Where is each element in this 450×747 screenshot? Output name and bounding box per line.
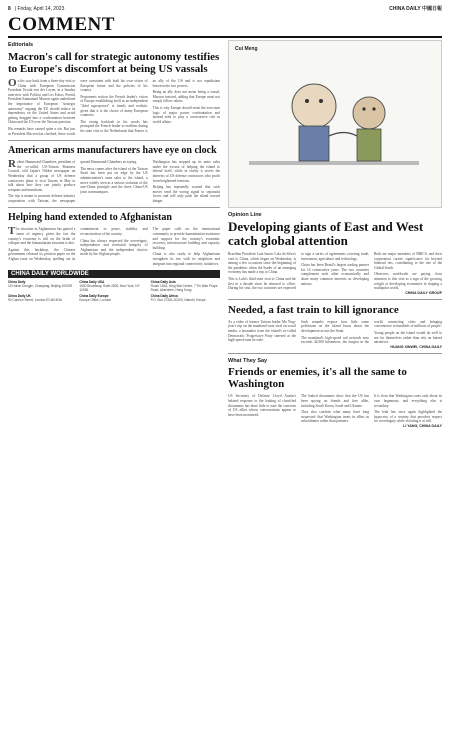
paragraph: As a video of former Taiwan leader Ma Ying-jeou's trip on the mainland went viral on social media, a lawmaker from the island's so-called Democratic Progressive Party sneered at the high-speed train he rode.: [228, 319, 296, 343]
what-they-say-label: What They Say: [228, 358, 268, 365]
paragraph: It is clear that Washington cares only about its own hegemony, and everything else is secondary.: [374, 394, 442, 408]
paragraph: The mainland's high-speed rail network now exceeds 42,000 kilometers, the longest in the world, connecting cities and bringing convenience to hundreds of millions of people.: [301, 319, 442, 345]
paragraph: Beijing has repeatedly warned that such moves send the wrong signal to separatist forces and will only push the island toward danger.: [152, 185, 220, 203]
issue-date: | Friday, April 14, 2023: [14, 5, 65, 12]
editorial-headline-arms: American arms manufacturers have eye on clock: [8, 145, 217, 157]
worldwide-banner: CHINA DAILY WORLDWIDE: [8, 270, 220, 278]
opinion-line-label: Opinion Line: [228, 212, 262, 218]
top-bar: [8, 4, 442, 13]
right-column: [228, 40, 442, 428]
editorial-body-macron: [8, 79, 220, 136]
paragraph: China has always respected the sovereignty, independence and territorial integrity of Afghanistan and the independent choices made by the Afghan people.: [80, 238, 148, 257]
divider: [8, 140, 220, 141]
section-masthead: COMMENT: [8, 14, 115, 35]
paragraph: US Secretary of Defense Lloyd Austin's belated response to the leaking of classified documents has done little to ease the concerns of US allies whose conversations appear to have been monitored.: [228, 394, 296, 417]
office-item: China Daily USA 1500 Broadway, Suite 2800, New York, NY 10036: [79, 280, 140, 293]
whatsay-headline: Friends or enemies, it's all the same to Washington: [228, 366, 407, 391]
page-number: 8: [8, 5, 11, 12]
paragraph: They also confirm what many have long suspected: that Washington treats its allies as subordinates rather than partners.: [301, 410, 369, 424]
office-item: China Daily Asia Room 1818, Hing Wai Centre, 7 Tin Wan Praya Road, Aberdeen, Hong Kong: [150, 280, 218, 293]
divider: [8, 207, 220, 208]
masthead-rule: [8, 36, 442, 38]
cartoonist-credit: Cui Meng: [235, 46, 258, 52]
whatsay-body: [228, 394, 442, 424]
paragraph: Observers worldwide are paying close attention to this visit as a sign of the growing weight of developing economies in shaping a multipolar world.: [374, 272, 442, 291]
opinion-body: [228, 252, 442, 291]
office-item: China Daily Europe Europe Office, London: [79, 294, 112, 303]
divider: [228, 353, 442, 354]
fasttrain-byline: HUANG XINWEI, CHINA DAILY: [390, 345, 442, 350]
paragraph: Robert Hammond-Chambers, president of the so-called US-Taiwan Business Council, told Japan's Nikkei newspaper on Wednesday that a group of US defense contractors plans to visit Taiwan in May to talk about how they can jointly produce weapons and munitions.: [8, 158, 76, 192]
opinion-headline: Developing giants of East and West catch global attention: [228, 219, 424, 248]
paragraph: China is also ready to help Afghanistan strengthen its ties with its neighbors and integrate into regional connectivity initiatives.: [152, 252, 220, 266]
paragraph: China has been Brazil's largest trading partner for 14 consecutive years. The two countries complement each other economically and share many common interests as developing nations.: [301, 263, 369, 286]
paragraph: Against this backdrop, the Chinese government released its position paper on the Afghan issue on Wednesday, spelling out its commitment to peace, stability and reconstruction of the country.: [8, 227, 148, 262]
paragraph: The leak has once again highlighted the hypocrisy of a country that preaches respect for sovereignty while violating it at will.: [374, 410, 442, 424]
paragraph: The paper calls on the international community to provide humanitarian assistance and support for the country's economic recovery, infrastructure building and capacity building.: [152, 227, 220, 250]
paper-name: CHINA DAILY 中國日報: [389, 6, 442, 12]
paragraph: Such remarks expose how little some politicians on the island know about the development across the Strait.: [301, 319, 369, 333]
paragraph: This is Lula's third state visit to China and the first in a decade since he returned to office. During his visit, the two countries are expected to sign a series of agreements covering trade, investment, agriculture and technology.: [228, 252, 369, 291]
office-item: China Daily 15 Huixin Dongjie, Chaoyang, Beijing 100029: [8, 280, 73, 289]
paragraph: His remarks have caused quite a stir. But just as President Macron has clarified, these words were consistent with both his own vision of European future and the policies of his country.: [8, 79, 148, 136]
paragraph: Proponents reckon the French leader's vision of Europe establishing itself as an independent "third superpower" is timely and realistic given that it is the choice of many European countries.: [80, 94, 148, 118]
paragraph: This is why Europe should resist the zero-sum logic of major power confrontation and instead seek to play a constructive role in world affairs.: [152, 105, 220, 124]
paragraph: The situation in Afghanistan has gained a sense of urgency given the fact the country's economy is still on the brink of collapse and the humanitarian situation is dire.: [8, 225, 76, 246]
opinion-byline: CHINA DAILY GROUP: [405, 290, 442, 295]
office-item: China Daily UK 90 Cannon Street, London EC4N 6HA: [8, 294, 62, 303]
editorial-body-afghanistan: [8, 227, 220, 266]
editorial-cartoon: [228, 40, 442, 208]
paragraph: Washington has stepped up its arms sales under the excuse of helping the island to defend itself, while in reality it serves the interests of US defense contractors who profit from heightened tensions.: [152, 160, 220, 183]
paragraph: The news comes after the island of the Taiwan Strait has been put on edge by the US administration's arms sales to the island, a move widely seen as a serious violation of the one-China principle and the three China-US joint communiques.: [80, 166, 148, 194]
paragraph: Young people on the island would do well to see for themselves rather than rely on biased narratives.: [374, 330, 442, 345]
paragraph: The leaked documents show that the US has been spying on friends and foes alike, including South Korea, Israel and Ukraine.: [301, 394, 369, 408]
left-column: [8, 40, 220, 302]
paragraph: The trip is meant to promote defense industry cooperation with Taiwan, the newspaper quoted Hammond-Chambers as saying.: [8, 160, 138, 203]
editorial-headline-afghanistan: Helping hand extended to Afghanistan: [8, 212, 172, 224]
divider: [228, 299, 442, 300]
editorial-body-arms: [8, 160, 220, 203]
whatsay-byline: LI YANG, CHINA DAILY: [403, 423, 442, 428]
editorials-label: Editorials: [8, 42, 34, 48]
office-list: [8, 280, 220, 302]
paragraph: Both are major members of BRICS, and their cooperation carries significance far beyond bilateral ties, contributing to the rise of the Global South.: [374, 252, 442, 270]
office-item: China Daily Africa P.O. Box 27281-00100, Nairobi, Kenya: [150, 294, 206, 303]
paragraph: The strong backlash to his words has prompted the French leader to reaffirm during his state visit to the Netherlands that France is an ally of the US and is not equidistant between the two powers.: [80, 79, 220, 133]
editorial-headline-macron: Macron's call for strategic autonomy testifies to Europe's discomfort at being US vassals: [8, 51, 220, 75]
paragraph: Being an ally does not mean being a vassal, Macron insisted, adding that Europe must not simply follow others.: [152, 90, 220, 104]
cartoon-illustration: [229, 41, 441, 207]
paragraph: Brazilian President Luiz Inacio Lula da Silva's visit to China, which began on Wednesday, is among a few occasions since the beginning of the pandemic when the leader of an emerging economy has made a trip to China.: [228, 252, 296, 275]
fasttrain-headline: Needed, a fast train to kill ignorance: [228, 303, 399, 316]
fasttrain-body: [228, 320, 442, 346]
paragraph: On his way back from a three-day visit to China with European Commission President Ursula von der Leyen, in a Sunday interview with Politico and Les Echos, French President Emmanuel Macron again underlined the importance of European "strategic autonomy" arguing the EU should reduce its dependency on the United States and avoid getting dragged into a confrontation between China and the US over the Taiwan question.: [8, 77, 76, 125]
